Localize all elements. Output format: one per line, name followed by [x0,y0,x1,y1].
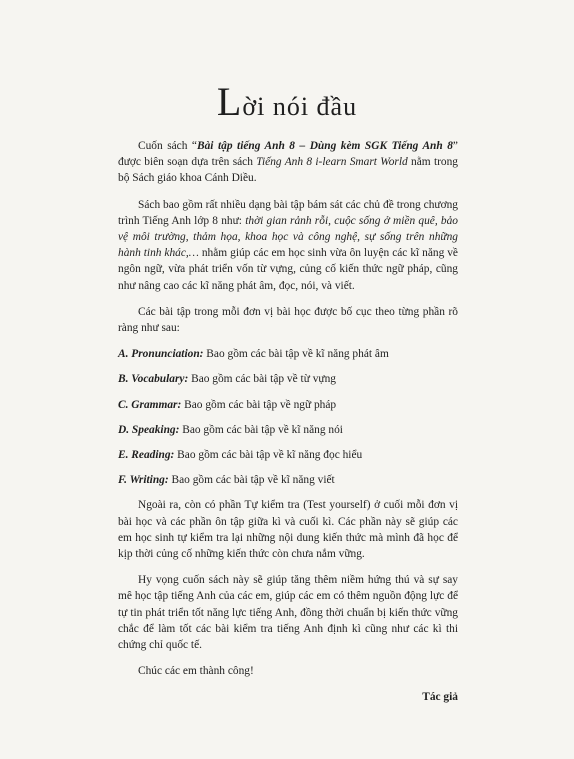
list-item-writing: F. Writing: Bao gồm các bài tập về kĩ năng viết [118,474,335,487]
source-book: Tiếng Anh 8 i-learn Smart World [256,156,408,169]
p2-lead: Sách bao gồm rất nhiều dạng bài tập bám sát các chủ đề trong chương trình Tiếng Anh lớp 8 như: [118,198,458,227]
topics-list: thời gian rảnh rỗi, cuộc sống ở miền quê, bảo vệ môi trường, thảm họa, khoa học và công nghệ, sự sống trên những hành tinh khác,… [118,214,459,260]
title-rest: ời nói đầu [242,92,358,121]
page-title [0,78,574,125]
p1-tail: nằm trong bộ Sách giáo khoa Cánh Diều. [118,156,458,185]
list-item-pronunciation: A. Pronunciation: Bao gồm các bài tập về kĩ năng phát âm [118,348,389,361]
paragraph-wish: Chúc các em thành công! [138,665,254,678]
list-item-reading: E. Reading: Bao gồm các bài tập về kĩ năng đọc hiểu [118,449,363,462]
paragraph-structure: Các bài tập trong mỗi đơn vị bài học được bố cục theo từng phần rõ ràng như sau: [118,305,458,335]
paragraph-test-yourself: Ngoài ra, còn có phần Tự kiểm tra (Test yourself) ở cuối mỗi đơn vị bài học và các phần ôn tập giữa kì và cuối kì. Các phần này sẽ giúp các em học sinh tự kiểm tra lại những nội dung kiến thức mà mình đã học để kịp thời củng cố những kiến thức còn chưa nắm vững. [118,499,458,561]
paragraph-hope: Hy vọng cuốn sách này sẽ giúp tăng thêm niềm hứng thú và sự say mê học tập tiếng Anh của các em, giúp các em có thêm nguồn động lực để tự tin phát triển tốt năng lực tiếng Anh, đồng thời chuẩn bị kiến thức vững chắc để làm tốt các bài kiểm tra tiếng Anh định kì cũng như các kì thi chứng chỉ quốc tế. [118,574,458,652]
p1-lead: Cuốn sách “ [138,140,197,152]
paragraph-intro [118,138,458,187]
author-signature: Tác giả [422,691,458,704]
title-initial: L [216,79,243,124]
book-title: Bài tập tiếng Anh 8 – Dùng kèm SGK Tiếng Anh 8 [197,140,453,152]
p2-tail: nhằm giúp các em học sinh vừa ôn luyện các kĩ năng về ngôn ngữ, vừa phát triển vốn từ vựng, củng cố kiến thức ngữ pháp, cũng như nâng cao các kĩ năng phát âm, đọc, nói, và viết. [118,247,458,292]
list-item-grammar: C. Grammar: Bao gồm các bài tập về ngữ pháp [118,398,337,411]
preface-body [118,138,458,716]
list-item-vocabulary: B. Vocabulary: Bao gồm các bài tập về từ vựng [118,373,336,386]
list-item-speaking: D. Speaking: Bao gồm các bài tập về kĩ năng nói [118,423,343,436]
paragraph-topics [118,197,458,294]
p1-mid: ” được biên soạn dựa trên sách [118,140,458,169]
